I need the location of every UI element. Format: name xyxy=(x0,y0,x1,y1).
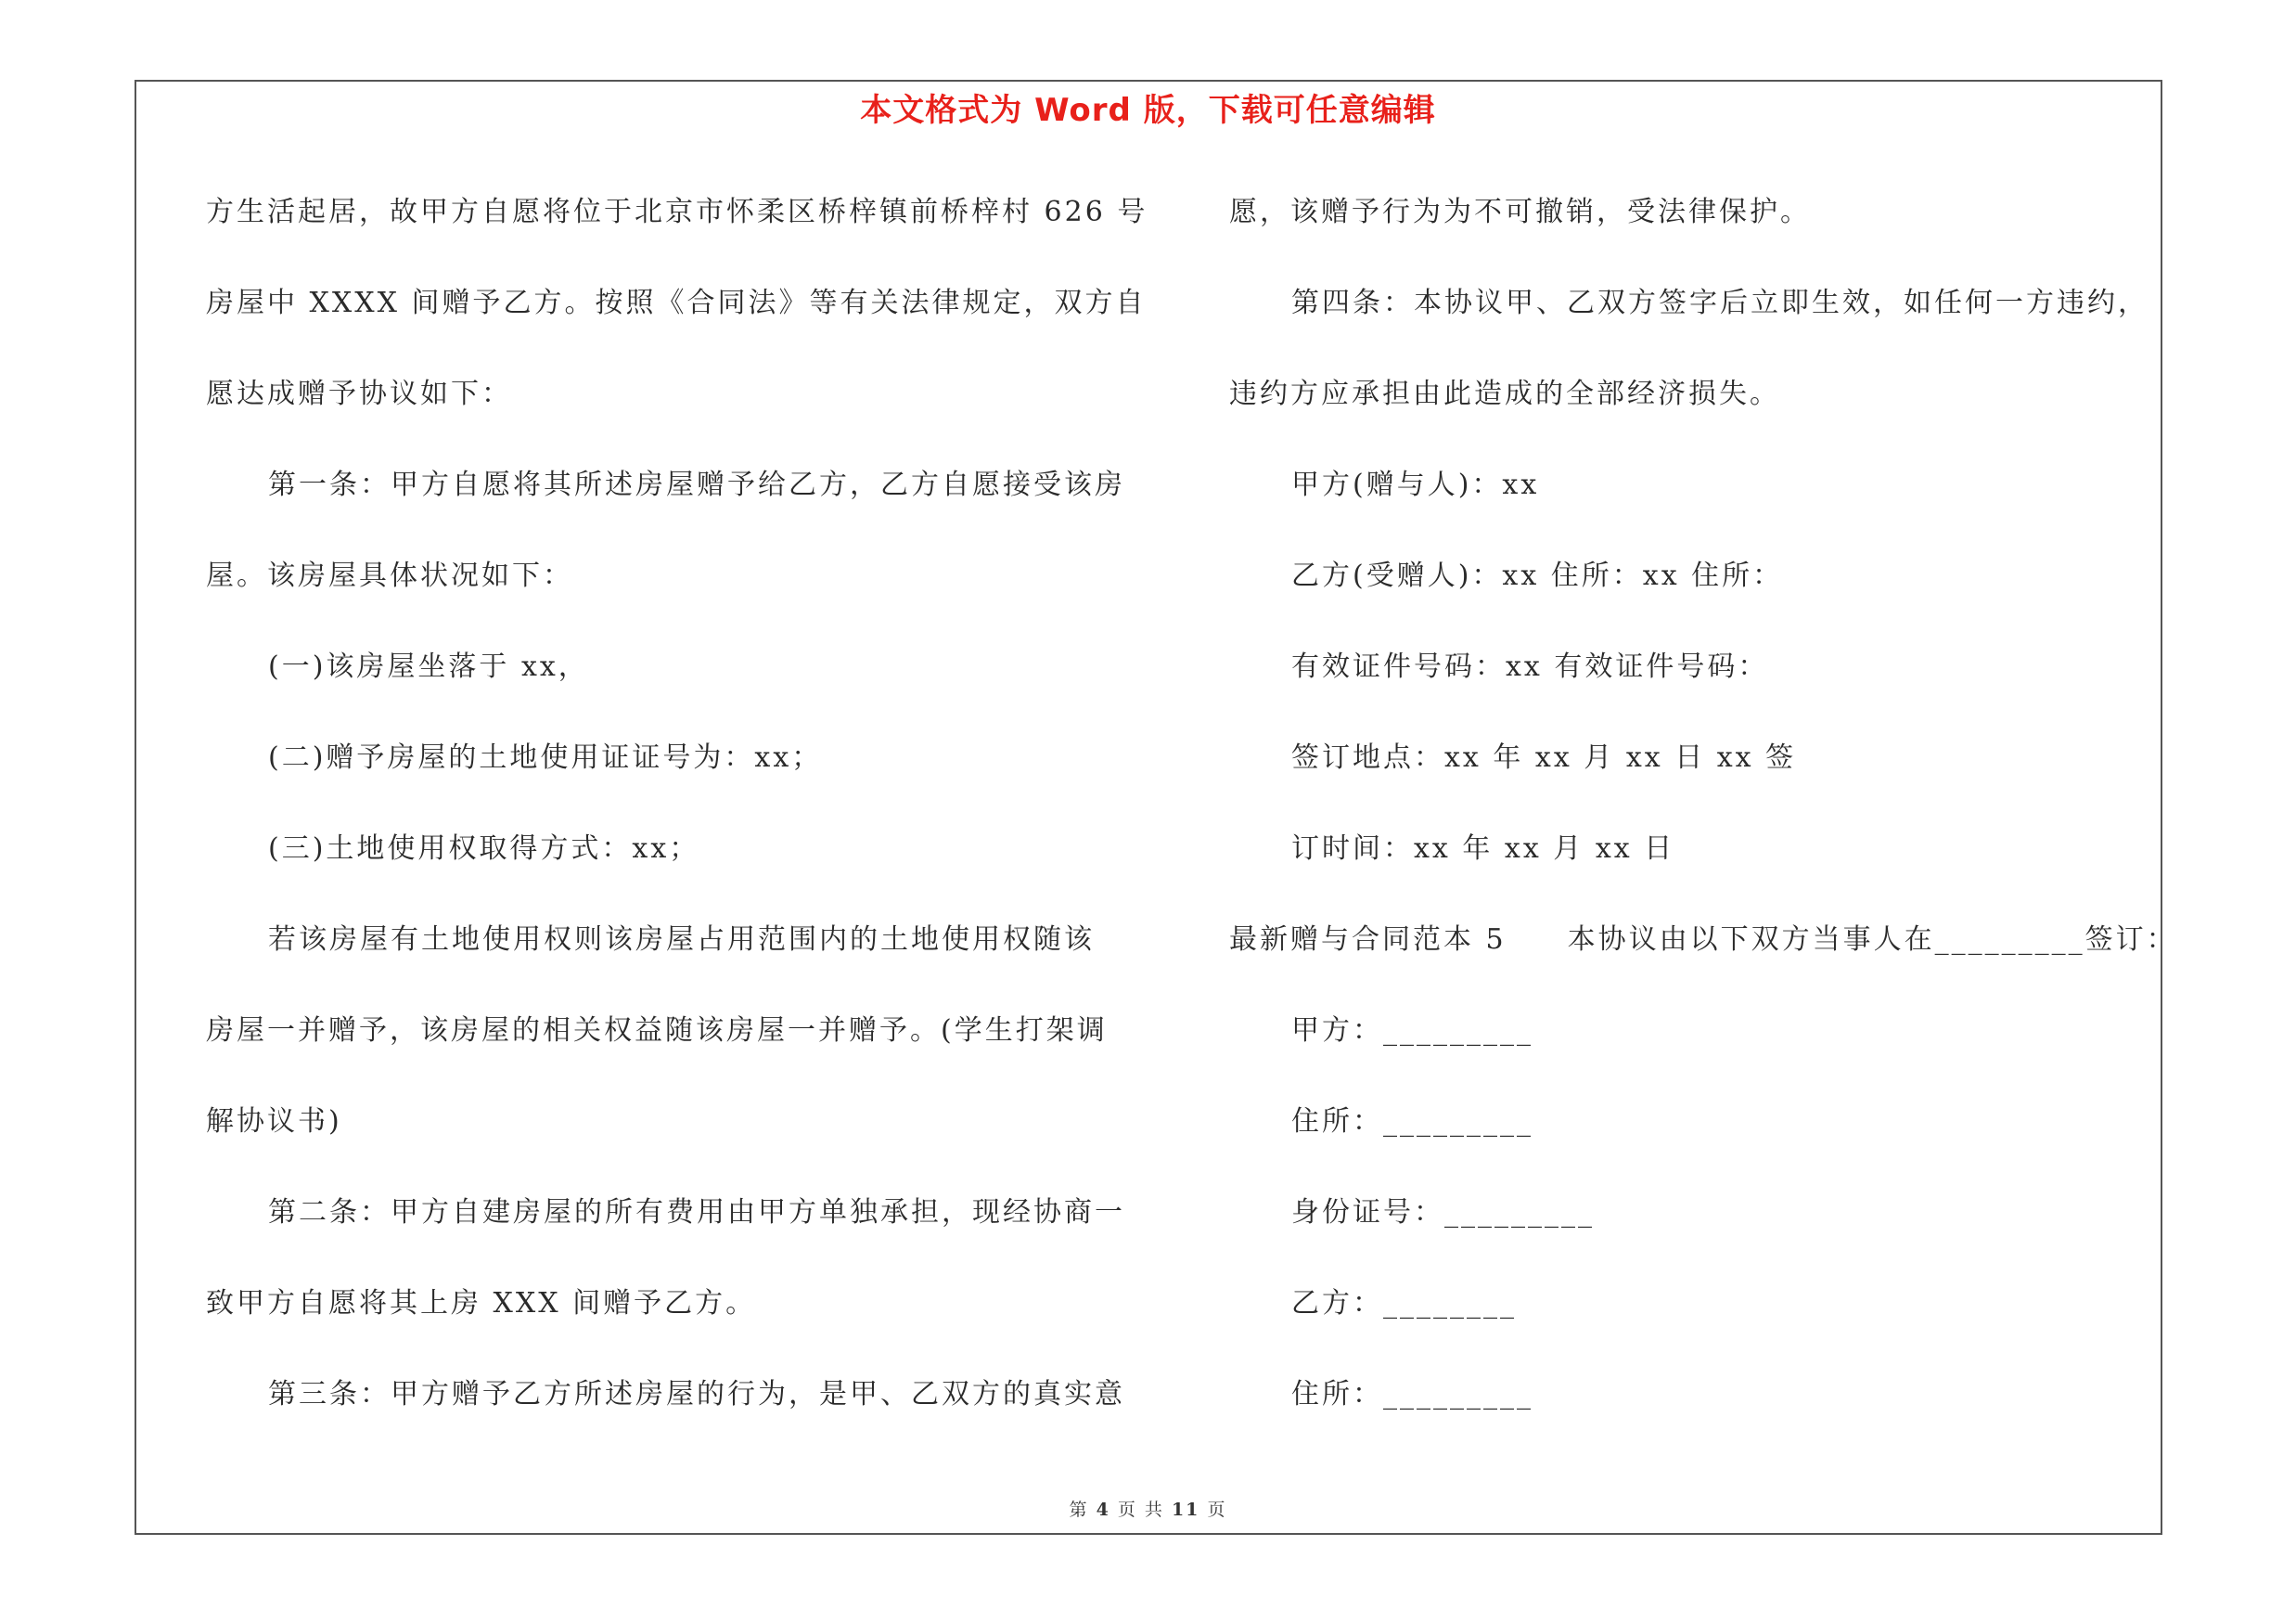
right-line-7: 签订地点：xx 年 xx 月 xx 日 xx 签 xyxy=(1291,741,1797,774)
right-line-9: 最新赠与合同范本 5 本协议由以下双方当事人在_________签订： xyxy=(1229,923,2177,956)
footer-prefix: 第 xyxy=(1069,1500,1097,1520)
footer-suffix: 页 xyxy=(1199,1500,1227,1520)
right-line-2: 第四条：本协议甲、乙双方签字后立即生效，如任何一方违约， xyxy=(1291,287,2148,319)
left-line-14: 第三条：甲方赠予乙方所述房屋的行为，是甲、乙双方的真实意 xyxy=(268,1378,1125,1410)
left-line-2: 房屋中 XXXX 间赠予乙方。按照《合同法》等有关法律规定，双方自 xyxy=(206,287,1147,319)
page-number-footer xyxy=(0,1496,2296,1521)
left-line-3: 愿达成赠予协议如下： xyxy=(206,378,512,410)
left-line-5: 屋。该房屋具体状况如下： xyxy=(206,560,573,592)
current-page-number: 4 xyxy=(1096,1500,1110,1520)
footer-middle: 页 共 xyxy=(1110,1500,1172,1520)
left-line-13: 致甲方自愿将其上房 XXX 间赠予乙方。 xyxy=(206,1287,757,1320)
right-line-4: 甲方(赠与人)：xx xyxy=(1291,469,1540,501)
right-line-13: 乙方：________ xyxy=(1291,1287,1517,1320)
right-line-1: 愿，该赠予行为为不可撤销，受法律保护。 xyxy=(1229,196,1811,228)
right-line-8: 订时间：xx 年 xx 月 xx 日 xyxy=(1291,832,1675,865)
format-banner: 本文格式为 Word 版，下载可任意编辑 xyxy=(860,92,1436,129)
right-line-5: 乙方(受赠人)：xx 住所：xx 住所： xyxy=(1291,560,1784,592)
left-line-11: 解协议书) xyxy=(206,1105,342,1138)
left-line-12: 第二条：甲方自建房屋的所有费用由甲方单独承担，现经协商一 xyxy=(268,1196,1125,1229)
left-line-6: (一)该房屋坐落于 xx， xyxy=(268,650,589,683)
right-line-3: 违约方应承担由此造成的全部经济损失。 xyxy=(1229,378,1780,410)
left-line-10: 房屋一并赠予，该房屋的相关权益随该房屋一并赠予。(学生打架调 xyxy=(206,1014,1108,1047)
left-line-7: (二)赠予房屋的土地使用证证号为：xx； xyxy=(268,741,823,774)
left-line-1: 方生活起居，故甲方自愿将位于北京市怀柔区桥梓镇前桥梓村 626 号 xyxy=(206,196,1148,228)
left-line-9: 若该房屋有土地使用权则该房屋占用范围内的土地使用权随该 xyxy=(268,923,1095,956)
right-line-11: 住所：_________ xyxy=(1291,1105,1533,1138)
right-line-10: 甲方：_________ xyxy=(1291,1014,1533,1047)
right-line-12: 身份证号：_________ xyxy=(1291,1196,1595,1229)
right-line-14: 住所：_________ xyxy=(1291,1378,1533,1410)
left-line-8: (三)土地使用权取得方式：xx； xyxy=(268,832,700,865)
right-line-6: 有效证件号码：xx 有效证件号码： xyxy=(1291,650,1769,683)
total-page-count: 11 xyxy=(1171,1500,1200,1520)
left-line-4: 第一条：甲方自愿将其所述房屋赠予给乙方，乙方自愿接受该房 xyxy=(268,469,1125,501)
